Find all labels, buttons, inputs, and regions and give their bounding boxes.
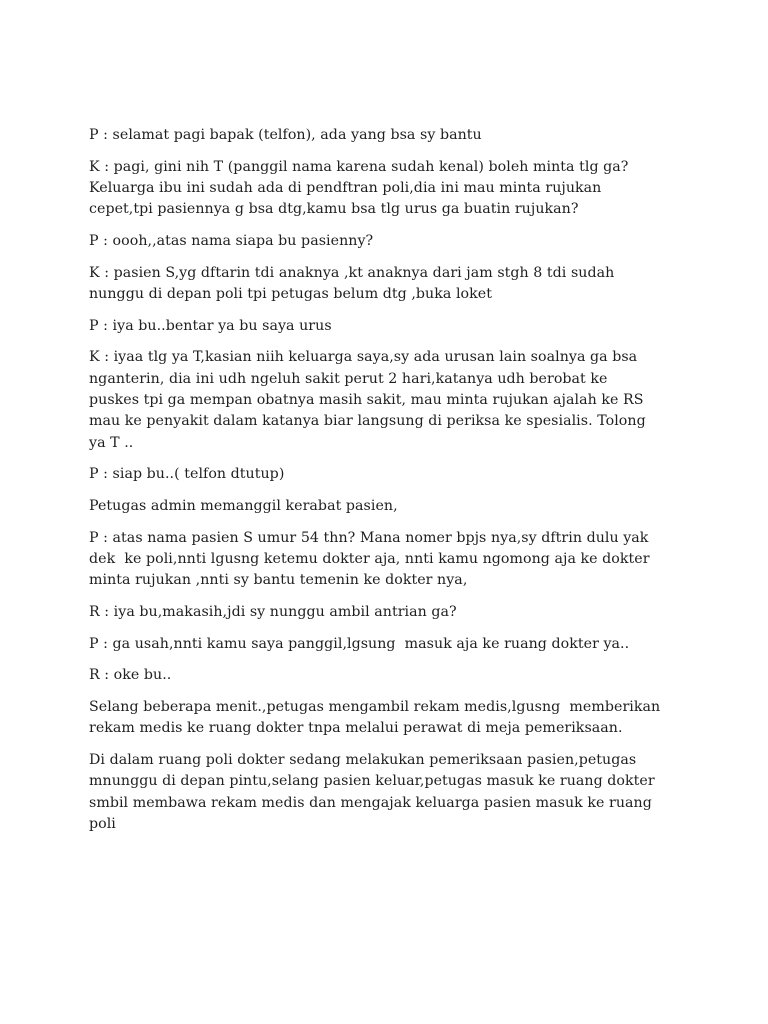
text-line: K : pagi, gini nih T (panggil nama karena sudah kenal) boleh minta tlg ga? (89, 158, 629, 175)
text-line: nganterin, dia ini udh ngeluh sakit perut 2 hari,katanya udh berobat ke (89, 370, 608, 387)
text-line: Di dalam ruang poli dokter sedang melakukan pemeriksaan pasien,petugas (89, 751, 637, 768)
text-line: P : iya bu..bentar ya bu saya urus (89, 317, 332, 334)
text-line: R : iya bu,makasih,jdi sy nunggu ambil antrian ga? (89, 604, 457, 620)
dialogue-paragraph (89, 125, 689, 146)
document-body (89, 125, 689, 846)
text-line: rekam medis ke ruang dokter tnpa melalui perawat di meja pemeriksaan. (89, 720, 623, 737)
text-line: Keluarga ibu ini sudah ada di pendftran poli,dia ini mau minta rujukan (89, 180, 602, 196)
dialogue-paragraph (89, 697, 689, 740)
dialogue-paragraph (89, 665, 689, 686)
text-line: R : oke bu.. (89, 667, 172, 684)
text-line: puskes tpi ga mempan obatnya masih sakit, mau minta rujukan ajalah ke RS (89, 392, 644, 408)
text-line: Petugas admin memanggil kerabat pasien, (89, 498, 398, 514)
text-line: Selang beberapa menit.,petugas mengambil rekam medis,lgusng memberikan (89, 698, 661, 715)
dialogue-paragraph (89, 157, 689, 221)
dialogue-paragraph (89, 634, 689, 655)
dialogue-paragraph (89, 231, 689, 252)
dialogue-paragraph (89, 464, 689, 485)
dialogue-paragraph (89, 263, 689, 306)
text-line: smbil membawa rekam medis dan mengajak keluarga pasien masuk ke ruang (89, 794, 652, 811)
text-line: mau ke penyakit dalam katanya biar langsung di periksa ke spesialis. Tolong (89, 413, 646, 430)
text-line: P : ga usah,nnti kamu saya panggil,lgsung masuk aja ke ruang dokter ya.. (89, 635, 630, 652)
text-line: minta rujukan ,nnti sy bantu temenin ke dokter nya, (89, 572, 468, 589)
dialogue-paragraph (89, 347, 689, 454)
dialogue-paragraph (89, 528, 689, 592)
text-line: K : iyaa tlg ya T,kasian niih keluarga saya,sy ada urusan lain soalnya ga bsa (89, 349, 638, 366)
text-line: poli (89, 816, 116, 832)
text-line: K : pasien S,yg dftarin tdi anaknya ,kt anaknya dari jam stgh 8 tdi sudah (89, 264, 615, 281)
text-line: cepet,tpi pasiennya g bsa dtg,kamu bsa tlg urus ga buatin rujukan? (89, 201, 579, 218)
text-line: P : oooh,,atas nama siapa bu pasienny? (89, 233, 374, 249)
text-line: dek ke poli,nnti lgusng ketemu dokter aja, nnti kamu ngomong aja ke dokter (89, 551, 650, 567)
text-line: P : siap bu..( telfon dtutup) (89, 466, 285, 483)
text-line: ya T .. (89, 434, 134, 451)
dialogue-paragraph (89, 496, 689, 517)
dialogue-paragraph (89, 750, 689, 836)
text-line: P : atas nama pasien S umur 54 thn? Mana nomer bpjs nya,sy dftrin dulu yak (89, 529, 649, 546)
text-line: nunggu di depan poli tpi petugas belum dtg ,buka loket (89, 286, 492, 302)
text-line: mnunggu di depan pintu,selang pasien keluar,petugas masuk ke ruang dokter (89, 773, 655, 790)
text-line: P : selamat pagi bapak (telfon), ada yang bsa sy bantu (89, 127, 482, 143)
dialogue-paragraph (89, 602, 689, 623)
dialogue-paragraph (89, 316, 689, 337)
